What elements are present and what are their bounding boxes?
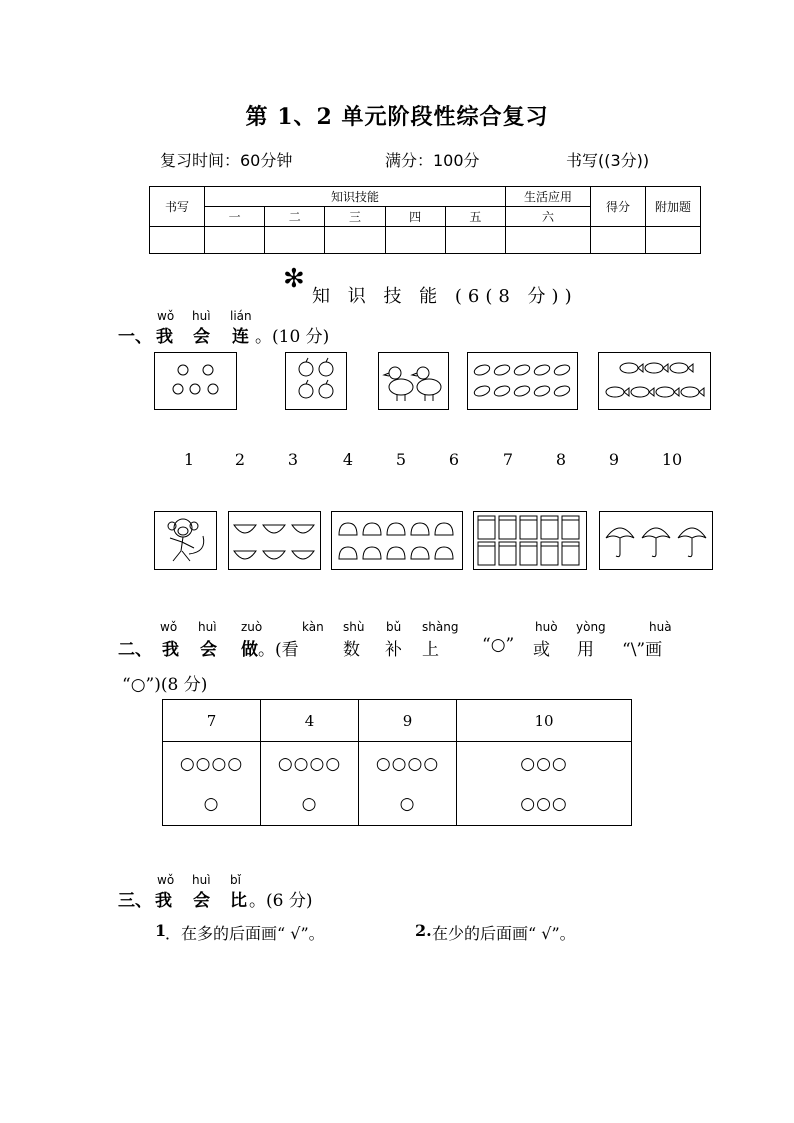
question-number: 二、 (118, 640, 152, 660)
pinyin: bǔ (386, 620, 402, 634)
jar-icon (562, 542, 579, 565)
number-label[interactable]: 4 (342, 450, 354, 469)
fish-icon (645, 363, 663, 373)
question-points: 。(10 分) (255, 327, 330, 347)
pinyin: lián (230, 309, 252, 323)
number-label[interactable]: 3 (287, 450, 299, 469)
number-label[interactable]: 7 (502, 450, 514, 469)
circle-row[interactable]: ○ (301, 793, 318, 814)
question-text: 用 (577, 640, 594, 660)
peanut-icon (533, 384, 551, 398)
score-header-knowledge: 知识技能 (205, 187, 506, 207)
sub-question-2: 在少的后面画“ √”。 (432, 924, 576, 943)
score-cell[interactable] (265, 227, 325, 254)
bun-icon (387, 547, 405, 559)
question-text: “\”画 (622, 640, 663, 660)
picture-monkey[interactable] (154, 511, 217, 570)
sub-question-1: ．在多的后面画“ √”。 (165, 924, 325, 943)
peanut-icon (513, 384, 531, 398)
bun-icon (435, 523, 453, 535)
question-text: 数 (343, 640, 360, 660)
score-header-life: 生活应用 (506, 187, 591, 207)
fish-icon (606, 387, 624, 397)
pinyin: wǒ (157, 873, 175, 887)
number-label[interactable]: 1 (183, 450, 195, 469)
pinyin: huà (649, 620, 672, 634)
table-header: 7 (163, 700, 261, 742)
score-header-bonus: 附加题 (646, 187, 701, 227)
score-header-score: 得分 (591, 187, 646, 227)
picture-jars[interactable] (473, 511, 587, 570)
bun-icon (435, 547, 453, 559)
score-col: 四 (385, 207, 445, 227)
picture-coins[interactable] (154, 352, 237, 410)
circle-row: ○○○○ (375, 753, 440, 774)
question-char: 会 (193, 327, 210, 347)
circle-row: ○○○○ (277, 753, 342, 774)
peanut-icon (553, 384, 571, 398)
number-label[interactable]: 8 (555, 450, 567, 469)
number-label[interactable]: 9 (608, 450, 620, 469)
score-cell[interactable] (150, 227, 205, 254)
question-text: 补 (385, 640, 402, 660)
full-score: 满分：100分 (385, 151, 480, 170)
jar-icon (520, 516, 537, 539)
section-heading: 知 识 技 能 (6(8 分)) (312, 286, 578, 307)
circle-row: ○○○ (520, 753, 568, 774)
bun-icon (411, 523, 429, 535)
peanut-icon (553, 363, 571, 377)
writing-score: 书写((3分)) (566, 151, 650, 170)
pinyin: kàn (302, 620, 324, 634)
jar-icon (541, 516, 558, 539)
score-cell[interactable] (385, 227, 445, 254)
peanut-icon (513, 363, 531, 377)
jar-icon (562, 516, 579, 539)
circle-row[interactable]: ○ (399, 793, 416, 814)
table-header: 4 (261, 700, 359, 742)
fish-icon (670, 363, 688, 373)
fish-icon (681, 387, 699, 397)
bun-icon (387, 523, 405, 535)
jar-icon (499, 542, 516, 565)
bun-icon (363, 523, 381, 535)
score-cell[interactable] (646, 227, 701, 254)
jar-icon (520, 542, 537, 565)
picture-bowls[interactable] (228, 511, 321, 570)
question-points: 。(6 分) (249, 891, 313, 911)
question-char: 做 (241, 640, 258, 660)
picture-buns[interactable] (331, 511, 463, 570)
score-header-writing: 书写 (150, 187, 205, 227)
pinyin: zuò (241, 620, 263, 634)
number-label[interactable]: 10 (661, 450, 683, 469)
fish-icon (631, 387, 649, 397)
counting-table (162, 699, 632, 826)
peanut-icon (493, 363, 511, 377)
bun-icon (339, 547, 357, 559)
picture-peanuts[interactable] (467, 352, 578, 410)
score-cell[interactable] (205, 227, 265, 254)
peanut-icon (473, 363, 491, 377)
question-char: 会 (193, 891, 210, 911)
pinyin: wǒ (157, 309, 175, 323)
question-text: 上 (422, 640, 439, 660)
picture-ducks[interactable] (378, 352, 449, 410)
circle-row: ○○○○ (179, 753, 244, 774)
question-text: “○” (482, 635, 515, 655)
fish-icon (620, 363, 638, 373)
number-label[interactable]: 5 (395, 450, 407, 469)
bun-icon (339, 523, 357, 535)
pinyin: bǐ (230, 873, 241, 887)
peanut-icon (533, 363, 551, 377)
jar-icon (499, 516, 516, 539)
peanut-icon (493, 384, 511, 398)
bowl-icon (263, 525, 285, 533)
pinyin: huò (535, 620, 558, 634)
circle-row[interactable]: ○ (203, 793, 220, 814)
circle-row[interactable]: ○○○ (520, 793, 568, 814)
question-char: 我 (162, 640, 179, 660)
question-number: 三、 (118, 891, 152, 911)
bun-icon (363, 547, 381, 559)
pinyin: wǒ (160, 620, 178, 634)
table-header: 9 (359, 700, 457, 742)
score-cell[interactable] (445, 227, 505, 254)
question-char: 会 (200, 640, 217, 660)
sub-question-number: 2. (415, 921, 432, 940)
score-col: 二 (265, 207, 325, 227)
pinyin: yòng (576, 620, 606, 634)
pinyin: shàng (422, 620, 459, 634)
question-number: 一、 (118, 327, 152, 347)
question-text: 或 (533, 640, 550, 660)
score-col: 六 (506, 207, 591, 227)
score-col: 三 (325, 207, 385, 227)
pinyin: huì (198, 620, 217, 634)
question-char: 比 (230, 891, 247, 911)
page-title: 第 1、2 单元阶段性综合复习 (245, 104, 549, 130)
score-table (149, 186, 701, 254)
pinyin: huì (192, 873, 211, 887)
bowl-icon (292, 551, 314, 559)
pinyin: shù (343, 620, 365, 634)
jar-icon (478, 516, 495, 539)
number-label[interactable]: 2 (234, 450, 246, 469)
question-char: 我 (156, 327, 173, 347)
number-label[interactable]: 6 (448, 450, 460, 469)
question-text: “○”)(8 分) (122, 675, 208, 695)
exam-time: 复习时间：60分钟 (160, 151, 293, 170)
picture-umbrellas[interactable] (599, 511, 713, 570)
score-cell[interactable] (591, 227, 646, 254)
question-char: 连 (232, 327, 249, 347)
score-col: 五 (445, 207, 505, 227)
table-header: 10 (457, 700, 632, 742)
jar-icon (541, 542, 558, 565)
fish-icon (656, 387, 674, 397)
bowl-icon (263, 551, 285, 559)
score-col: 一 (205, 207, 265, 227)
bowl-icon (234, 525, 256, 533)
score-cell[interactable] (325, 227, 385, 254)
jar-icon (478, 542, 495, 565)
sub-question-number: 1 (155, 921, 167, 940)
bowl-icon (292, 525, 314, 533)
picture-apples[interactable] (285, 352, 347, 410)
score-cell[interactable] (506, 227, 591, 254)
picture-fish[interactable] (598, 352, 711, 410)
question-char: 我 (155, 891, 172, 911)
peanut-icon (473, 384, 491, 398)
pinyin: huì (192, 309, 211, 323)
bowl-icon (234, 551, 256, 559)
bun-icon (411, 547, 429, 559)
flower-icon: ✻ (283, 264, 305, 294)
question-text: 。(看 (258, 640, 299, 660)
